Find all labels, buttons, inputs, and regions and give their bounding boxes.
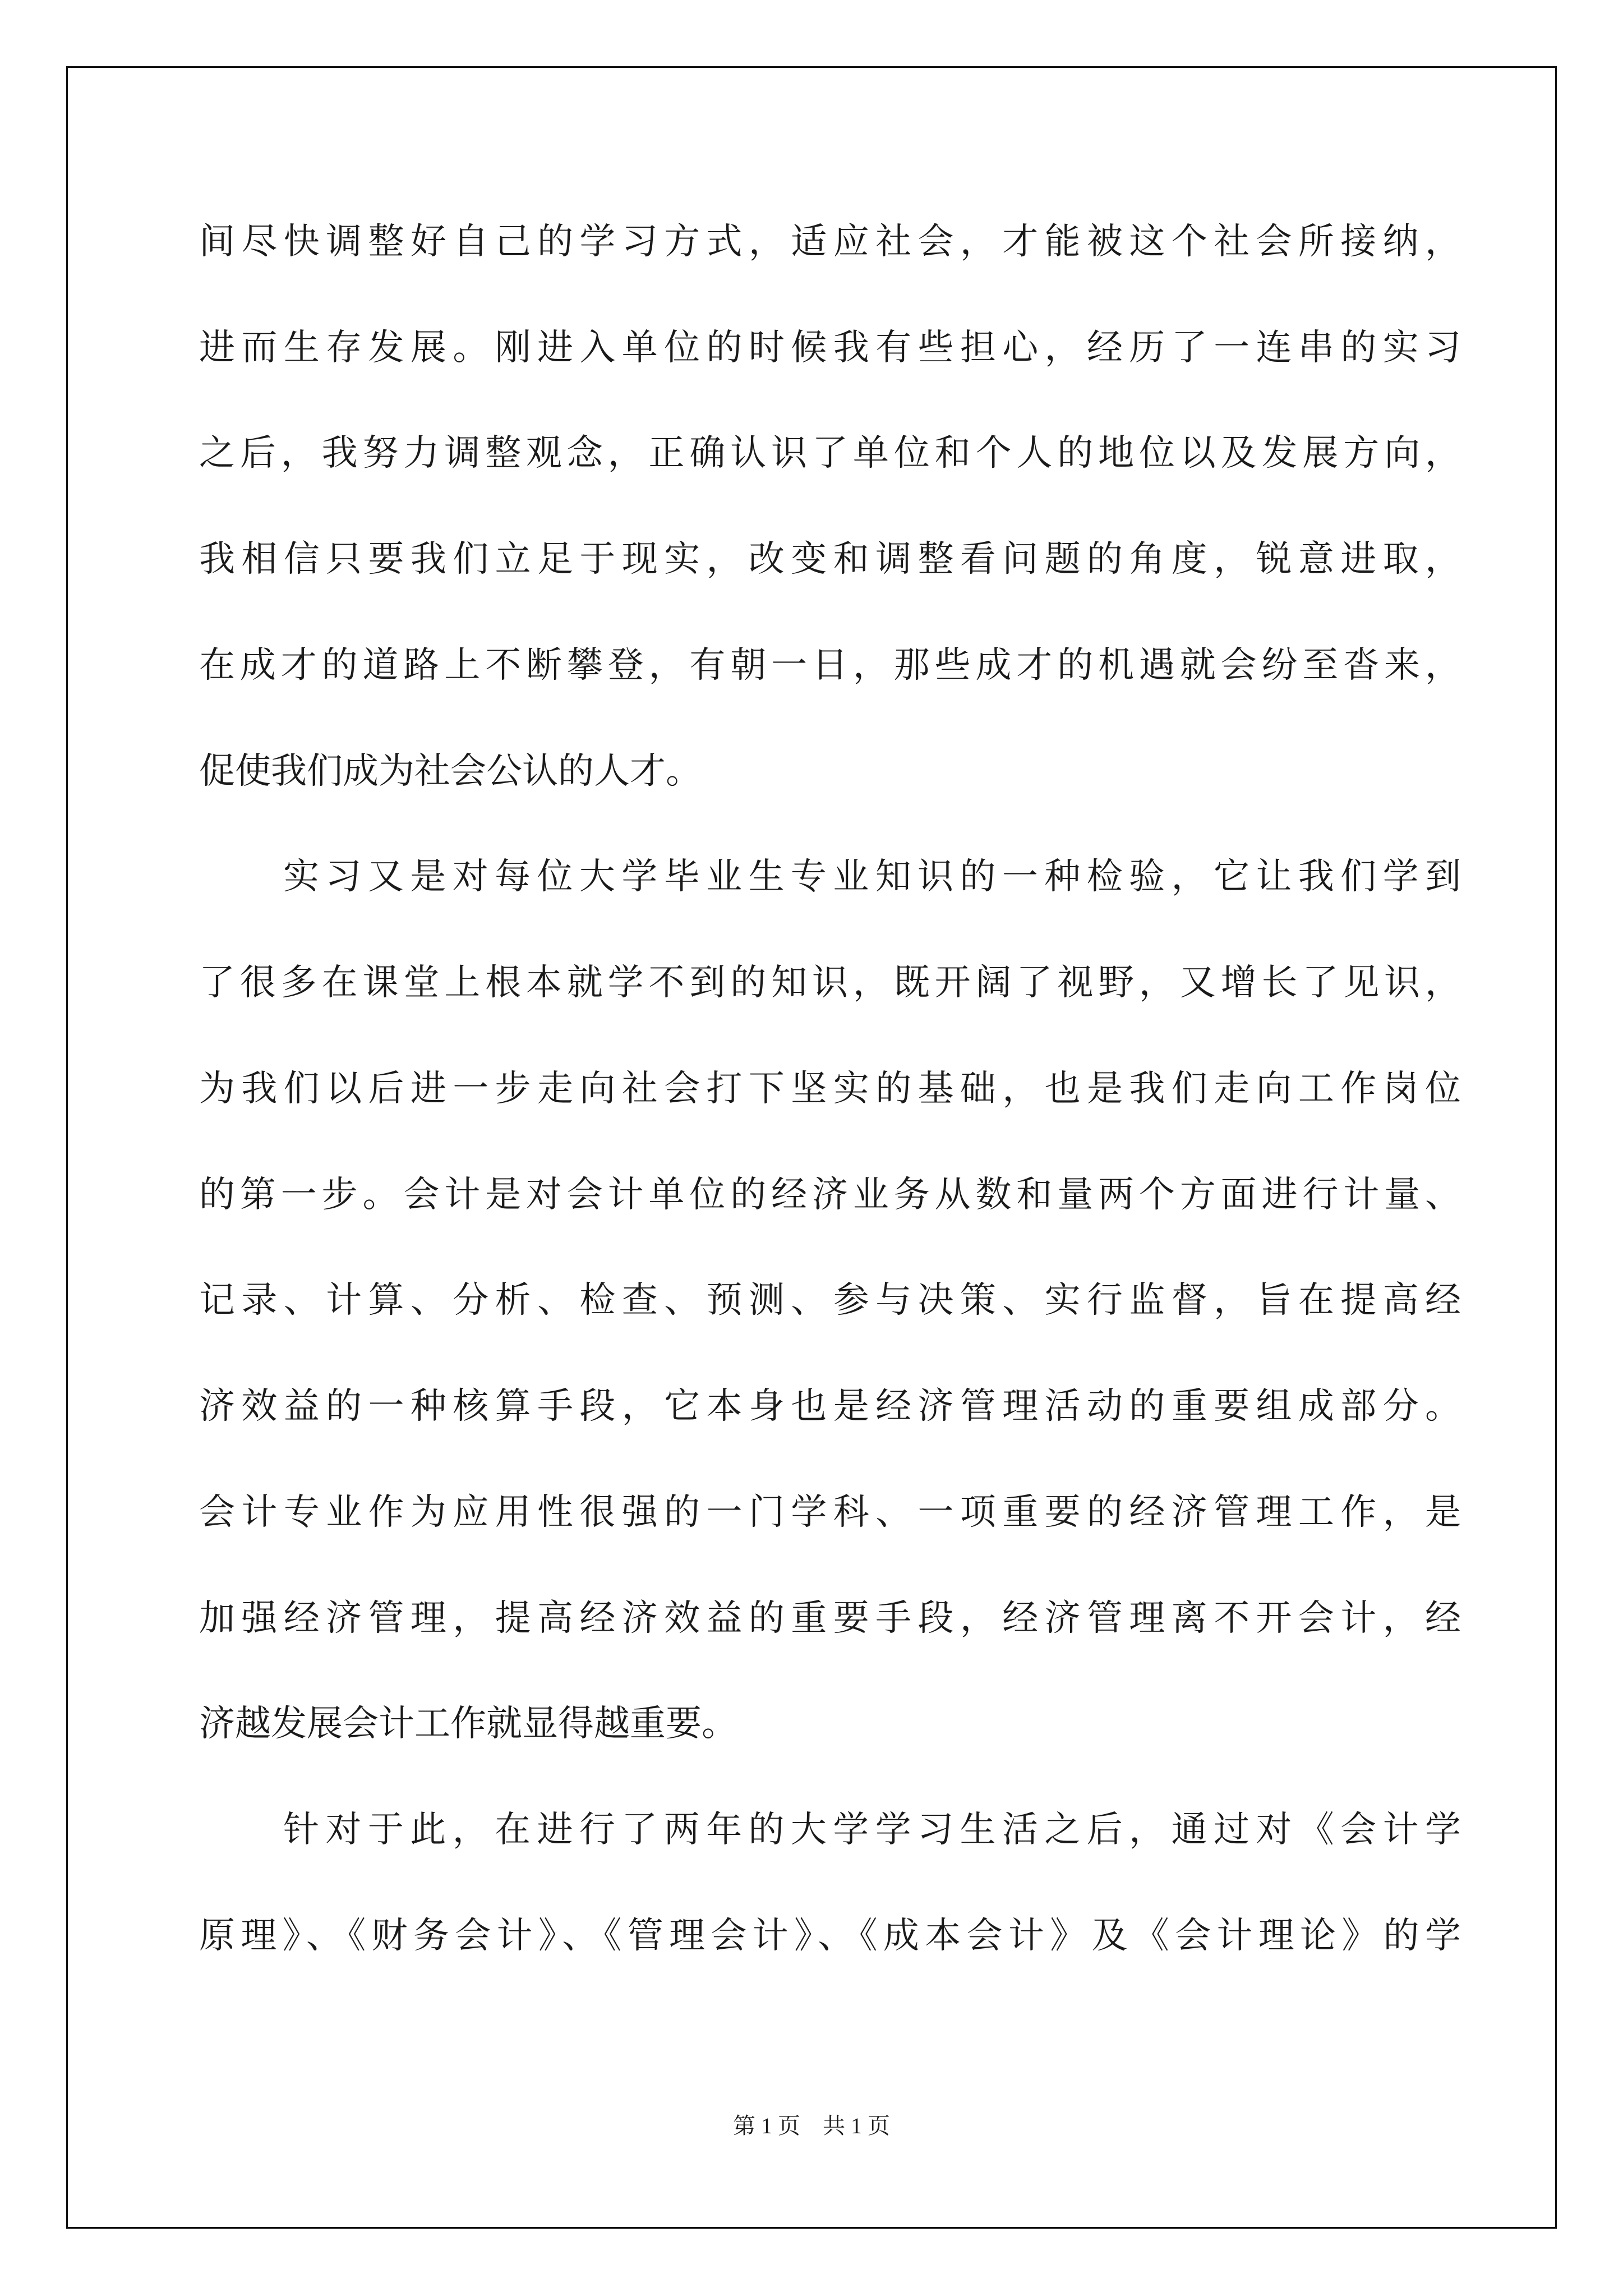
text-line: 间尽快调整好自己的学习方式，适应社会，才能被这个社会所接纳，	[199, 221, 1461, 263]
text-line: 济越发展会计工作就显得越重要。	[199, 1703, 737, 1745]
page-border	[66, 66, 1557, 2229]
text-line: 促使我们成为社会公认的人才。	[199, 751, 702, 792]
page-total: 共 1 页	[823, 2113, 890, 2138]
text-line: 记录、计算、分析、检查、预测、参与决策、实行监督，旨在提高经	[199, 1280, 1461, 1321]
text-line: 加强经济管理，提高经济效益的重要手段，经济管理离不开会计，经	[199, 1598, 1461, 1639]
text-line: 了很多在课堂上根本就学不到的知识，既开阔了视野，又增长了见识，	[199, 962, 1461, 1004]
text-line: 的第一步。会计是对会计单位的经济业务从数和量两个方面进行计量、	[199, 1174, 1461, 1216]
text-line: 济效益的一种核算手段，它本身也是经济管理活动的重要组成部分。	[199, 1386, 1461, 1427]
text-line: 为我们以后进一步走向社会打下坚实的基础，也是我们走向工作岗位	[199, 1068, 1461, 1110]
text-line: 实习又是对每位大学毕业生专业知识的一种检验，它让我们学到	[283, 856, 1461, 898]
page-number: 第 1 页	[733, 2113, 800, 2138]
text-line: 会计专业作为应用性很强的一门学科、一项重要的经济管理工作，是	[199, 1492, 1461, 1533]
text-line: 针对于此，在进行了两年的大学学习生活之后，通过对《会计学	[283, 1809, 1461, 1851]
text-line: 之后，我努力调整观念，正确认识了单位和个人的地位以及发展方向，	[199, 432, 1461, 474]
text-line: 在成才的道路上不断攀登，有朝一日，那些成才的机遇就会纷至沓来，	[199, 645, 1461, 686]
page-footer	[0, 2109, 1623, 2143]
text-line: 原理》、《财务会计》、《管理会计》、《成本会计》及《会计理论》的学	[199, 1915, 1461, 1957]
text-line: 进而生存发展。刚进入单位的时候我有些担心，经历了一连串的实习	[199, 327, 1461, 369]
text-line: 我相信只要我们立足于现实，改变和调整看问题的角度，锐意进取，	[199, 539, 1461, 580]
